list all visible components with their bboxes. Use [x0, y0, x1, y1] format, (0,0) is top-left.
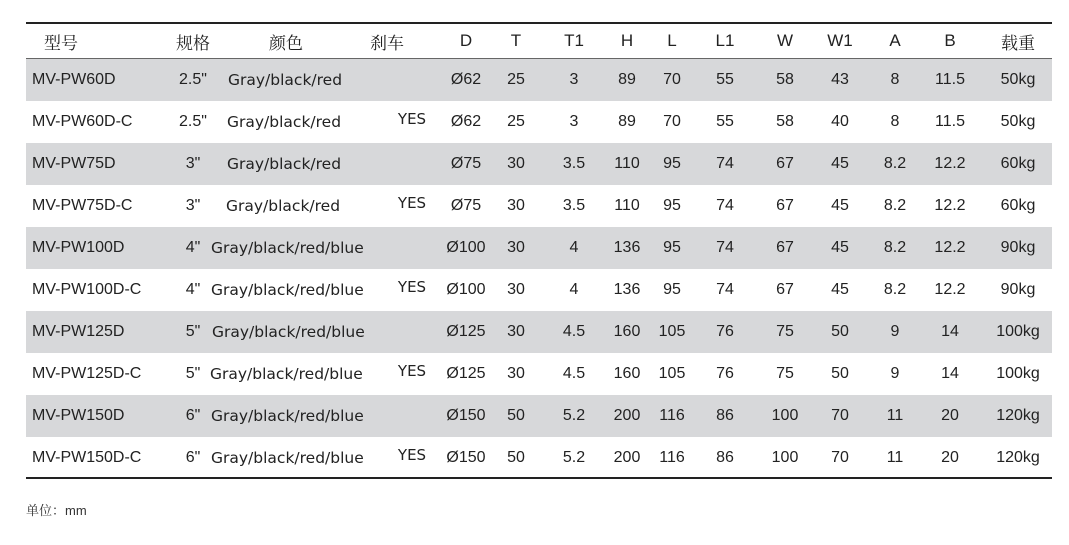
- table-row: [26, 185, 1052, 227]
- cell-load: 90kg: [1000, 281, 1036, 298]
- cell-l1: 74: [716, 197, 734, 214]
- cell-t: 30: [507, 323, 525, 340]
- cell-l1: 55: [716, 113, 734, 130]
- cell-d: Ø75: [450, 155, 482, 172]
- cell-color: Gray/black/red/blue: [211, 281, 364, 299]
- cell-w1: 50: [831, 323, 849, 340]
- cell-size: 5": [185, 323, 201, 340]
- cell-d: Ø62: [450, 113, 482, 130]
- cell-brake: [384, 224, 440, 266]
- cell-b: 11.5: [935, 113, 965, 130]
- cell-t: 30: [507, 281, 525, 298]
- cell-model: MV-PW100D-C: [32, 281, 142, 298]
- cell-t1: 3.5: [562, 197, 586, 214]
- cell-a: 9: [890, 323, 900, 340]
- cell-w: 67: [776, 197, 794, 214]
- cell-l1: 76: [716, 323, 734, 340]
- cell-color: Gray/black/red/blue: [211, 407, 364, 425]
- header-load: 载重: [1001, 33, 1035, 53]
- cell-brake: YES: [397, 110, 427, 128]
- cell-w1: 70: [831, 449, 849, 466]
- header-size: 规格: [176, 33, 210, 53]
- cell-t1: 3: [569, 113, 579, 130]
- cell-d: Ø100: [446, 239, 486, 256]
- cell-t: 30: [507, 239, 525, 256]
- cell-color: Gray/black/red/blue: [212, 323, 365, 341]
- header-color: 颜色: [269, 33, 303, 53]
- cell-load: 60kg: [1000, 155, 1036, 172]
- cell-a: 8.2: [883, 197, 907, 214]
- table-row: [26, 59, 1052, 101]
- cell-l: 95: [663, 155, 681, 172]
- header-d: D: [459, 31, 473, 50]
- cell-l: 70: [663, 71, 681, 88]
- cell-model: MV-PW75D-C: [32, 197, 133, 214]
- cell-l1: 86: [716, 407, 734, 424]
- unit-note: 单位：mm: [26, 503, 87, 518]
- cell-b: 12.2: [934, 197, 966, 214]
- cell-t1: 5.2: [562, 407, 586, 424]
- cell-load: 50kg: [1000, 113, 1036, 130]
- cell-load: 120kg: [996, 407, 1040, 424]
- cell-t1: 3.5: [562, 155, 586, 172]
- cell-h: 110: [614, 155, 640, 172]
- cell-h: 160: [613, 323, 641, 340]
- cell-t1: 4.5: [562, 365, 586, 382]
- cell-load: 100kg: [996, 323, 1040, 340]
- cell-a: 9: [890, 365, 900, 382]
- cell-w1: 40: [831, 113, 849, 130]
- cell-h: 136: [613, 239, 641, 256]
- table-row: [26, 101, 1052, 143]
- cell-w: 100: [771, 407, 799, 424]
- cell-b: 14: [941, 323, 959, 340]
- cell-l: 105: [658, 323, 686, 340]
- table-row: [26, 227, 1052, 269]
- cell-l1: 74: [716, 155, 734, 172]
- cell-l: 116: [659, 407, 685, 424]
- cell-d: Ø100: [446, 281, 486, 298]
- cell-d: Ø62: [450, 71, 482, 88]
- cell-w1: 45: [831, 239, 849, 256]
- cell-a: 8: [890, 71, 900, 88]
- header-b: B: [944, 31, 956, 50]
- cell-w: 100: [771, 449, 799, 466]
- table-header-row: [26, 24, 1052, 59]
- table-row: [26, 353, 1052, 395]
- cell-l: 95: [663, 197, 681, 214]
- cell-w: 58: [776, 71, 794, 88]
- cell-l1: 76: [716, 365, 734, 382]
- header-h: H: [620, 31, 634, 50]
- cell-t1: 5.2: [562, 449, 586, 466]
- cell-w1: 43: [831, 71, 849, 88]
- cell-w1: 45: [831, 155, 849, 172]
- cell-b: 11.5: [935, 71, 965, 88]
- cell-size: 6": [185, 449, 201, 466]
- cell-t: 30: [507, 365, 525, 382]
- cell-model: MV-PW60D-C: [32, 113, 133, 130]
- cell-b: 12.2: [934, 155, 966, 172]
- cell-size: 2.5": [179, 113, 207, 130]
- cell-model: MV-PW100D: [32, 239, 125, 256]
- cell-brake: [384, 56, 440, 98]
- header-a: A: [889, 31, 901, 50]
- cell-l: 105: [658, 365, 686, 382]
- cell-l1: 74: [716, 239, 734, 256]
- cell-model: MV-PW150D-C: [32, 449, 142, 466]
- cell-load: 100kg: [996, 365, 1040, 382]
- cell-brake: YES: [397, 278, 427, 296]
- header-t1: T1: [564, 31, 584, 50]
- cell-load: 90kg: [1000, 239, 1036, 256]
- cell-h: 89: [618, 113, 636, 130]
- cell-color: Gray/black/red: [226, 197, 341, 215]
- cell-l1: 74: [716, 281, 734, 298]
- table-row: [26, 269, 1052, 311]
- cell-brake: [384, 308, 440, 350]
- cell-w: 75: [776, 323, 794, 340]
- header-l1: L1: [715, 31, 735, 50]
- cell-a: 11: [886, 449, 904, 466]
- cell-d: Ø150: [446, 449, 486, 466]
- cell-b: 20: [941, 407, 959, 424]
- cell-d: Ø75: [450, 197, 482, 214]
- cell-l: 70: [663, 113, 681, 130]
- cell-a: 8.2: [883, 239, 907, 256]
- cell-brake: [384, 140, 440, 182]
- cell-t1: 4.5: [562, 323, 586, 340]
- cell-load: 60kg: [1000, 197, 1036, 214]
- cell-t1: 4: [569, 239, 579, 256]
- cell-l: 95: [663, 239, 681, 256]
- cell-d: Ø125: [446, 323, 486, 340]
- cell-t: 30: [507, 197, 525, 214]
- cell-color: Gray/black/red/blue: [210, 365, 363, 383]
- cell-w: 67: [776, 281, 794, 298]
- table-row: [26, 143, 1052, 185]
- cell-color: Gray/black/red: [227, 113, 342, 131]
- table-row: [26, 395, 1052, 437]
- cell-w1: 50: [831, 365, 849, 382]
- header-t: T: [510, 31, 522, 50]
- cell-color: Gray/black/red: [227, 155, 342, 173]
- cell-size: 5": [185, 365, 201, 382]
- cell-brake: YES: [397, 194, 427, 212]
- cell-h: 110: [614, 197, 640, 214]
- cell-load: 120kg: [996, 449, 1040, 466]
- cell-h: 200: [613, 407, 641, 424]
- cell-w1: 45: [831, 281, 849, 298]
- cell-l1: 86: [716, 449, 734, 466]
- cell-a: 8: [890, 113, 900, 130]
- cell-b: 12.2: [934, 281, 966, 298]
- header-l: L: [667, 31, 677, 50]
- cell-color: Gray/black/red/blue: [211, 239, 364, 257]
- cell-size: 3": [185, 197, 201, 214]
- cell-w1: 45: [831, 197, 849, 214]
- cell-l: 116: [659, 449, 685, 466]
- cell-w: 67: [776, 155, 794, 172]
- cell-color: Gray/black/red/blue: [211, 449, 364, 467]
- cell-model: MV-PW125D-C: [32, 365, 142, 382]
- cell-t: 25: [507, 113, 525, 130]
- cell-h: 89: [618, 71, 636, 88]
- cell-b: 20: [941, 449, 959, 466]
- table-row: [26, 311, 1052, 353]
- cell-w1: 70: [831, 407, 849, 424]
- cell-l: 95: [663, 281, 681, 298]
- cell-d: Ø125: [446, 365, 486, 382]
- cell-model: MV-PW125D: [32, 323, 125, 340]
- cell-w: 67: [776, 239, 794, 256]
- cell-brake: [384, 392, 440, 434]
- cell-w: 58: [776, 113, 794, 130]
- cell-t: 50: [507, 449, 525, 466]
- cell-brake: YES: [397, 362, 427, 380]
- cell-h: 160: [613, 365, 641, 382]
- cell-d: Ø150: [446, 407, 486, 424]
- cell-t1: 4: [569, 281, 579, 298]
- cell-h: 136: [613, 281, 641, 298]
- cell-model: MV-PW75D: [32, 155, 116, 172]
- cell-t: 50: [507, 407, 525, 424]
- cell-l1: 55: [716, 71, 734, 88]
- cell-a: 8.2: [883, 155, 907, 172]
- cell-model: MV-PW60D: [32, 71, 116, 88]
- cell-model: MV-PW150D: [32, 407, 125, 424]
- cell-t1: 3: [569, 71, 579, 88]
- cell-size: 4": [185, 239, 201, 256]
- cell-size: 4": [185, 281, 201, 298]
- cell-b: 14: [941, 365, 959, 382]
- header-w: W: [776, 31, 794, 50]
- header-w1: W1: [827, 31, 853, 50]
- cell-h: 200: [613, 449, 641, 466]
- cell-load: 50kg: [1000, 71, 1036, 88]
- cell-color: Gray/black/red: [228, 71, 343, 89]
- table-bottom-rule: [26, 477, 1052, 479]
- cell-t: 25: [507, 71, 525, 88]
- cell-t: 30: [507, 155, 525, 172]
- cell-size: 3": [185, 155, 201, 172]
- cell-w: 75: [776, 365, 794, 382]
- cell-size: 2.5": [179, 71, 207, 88]
- header-model: 型号: [44, 33, 78, 53]
- cell-brake: YES: [397, 446, 427, 464]
- cell-b: 12.2: [934, 239, 966, 256]
- header-brake: 刹车: [370, 33, 404, 53]
- cell-a: 11: [886, 407, 904, 424]
- cell-a: 8.2: [883, 281, 907, 298]
- cell-size: 6": [185, 407, 201, 424]
- table-row: [26, 437, 1052, 479]
